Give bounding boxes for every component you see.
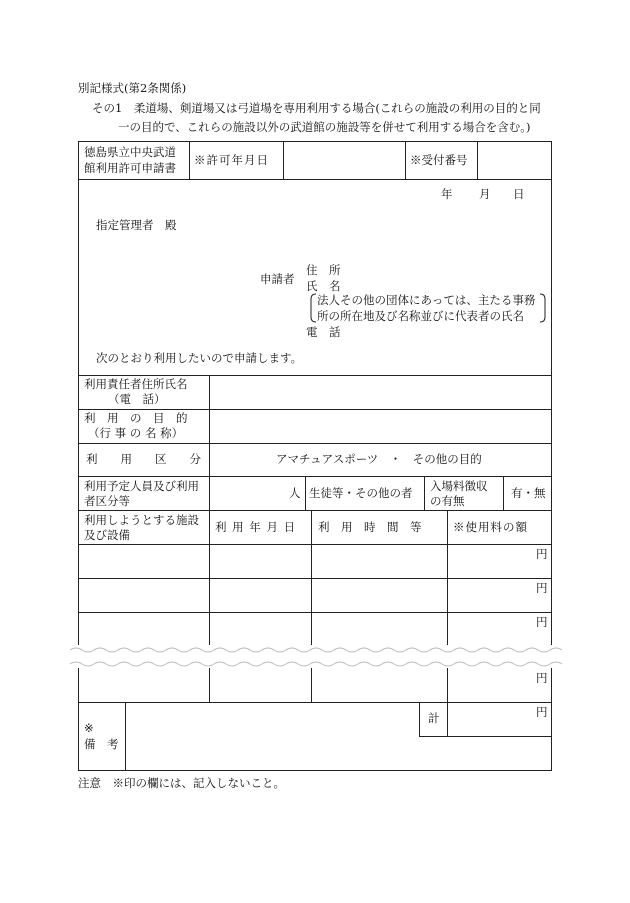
table-row[interactable] [79, 669, 550, 701]
category-options[interactable]: アマチュアスポーツ ・ その他の目的 [276, 452, 482, 466]
use-date-header: 利 用 年 月 日 [215, 520, 297, 534]
corp-note-line2: 所の所在地及び名称並びに代表者の氏名 [317, 309, 524, 323]
student-other-label: 生徒等・その他の者 [309, 486, 413, 500]
date-year-label: 年 [441, 187, 453, 201]
category-label: 利 用 区 分 [86, 452, 201, 466]
applicant-label: 申請者 [260, 272, 295, 286]
table-break-wave [70, 645, 562, 669]
remarks-label: 備 考 [84, 737, 119, 751]
table-row[interactable] [79, 579, 550, 611]
purpose-label-line2: （行 事 の 名 称） [88, 426, 184, 440]
responsible-field[interactable] [210, 376, 550, 408]
date-day-label: 日 [513, 187, 525, 201]
addressee: 指定管理者 殿 [96, 218, 177, 232]
yen-unit: 円 [536, 615, 548, 629]
headcount-label-line1: 利用予定人員及び利用 [84, 479, 199, 493]
person-unit: 人 [289, 486, 301, 500]
form-subtitle-line2: 一の目的で、これらの施設以外の武道館の施設等を併せて利用する場合を含む。) [118, 120, 531, 134]
form-subtitle-line1: その1 柔道場、剣道場又は弓道場を専用利用する場合(これらの施設の利用の目的と同 [92, 101, 541, 115]
footer-note: 注意 ※印の欄には、記入しないこと。 [78, 776, 285, 790]
address-label: 住 所 [306, 263, 341, 277]
use-time-header: 利 用 時 間 等 [318, 520, 422, 534]
form-title-line2: 館利用許可申請書 [84, 161, 176, 175]
purpose-field[interactable] [210, 410, 550, 442]
name-label: 氏 名 [306, 279, 341, 293]
headcount-label-line2: 者区分等 [84, 494, 130, 508]
facility-label-line2: 及び設備 [84, 528, 130, 542]
facility-label-line1: 利用しようとする施設 [84, 513, 199, 527]
corp-note-line1: 法人その他の団体にあっては、主たる事務 [317, 293, 536, 307]
fee-collection-label-line2: の有無 [430, 494, 465, 508]
permit-date-label: ※許可年月日 [194, 153, 269, 167]
permit-date-field [284, 142, 404, 178]
receipt-number-label: ※受付番号 [410, 153, 468, 167]
left-bracket-icon [309, 293, 317, 323]
receipt-number-field [478, 142, 550, 178]
purpose-label-line1: 利 用 の 目 的 [84, 411, 188, 425]
remarks-field[interactable] [126, 703, 418, 769]
table-row[interactable] [79, 613, 550, 645]
fee-collection-label-line1: 入場料徴収 [430, 479, 488, 493]
yen-unit: 円 [536, 581, 548, 595]
yen-unit: 円 [536, 547, 548, 561]
fee-amount-header: ※使用料の額 [453, 520, 528, 534]
request-text: 次のとおり利用したいので申請します。 [96, 351, 303, 365]
yen-unit: 円 [536, 671, 548, 685]
responsible-label-line2: （電 話） [108, 392, 166, 406]
form-label: 別記様式(第2条関係) [78, 81, 187, 95]
total-yen-unit: 円 [536, 705, 548, 719]
date-month-label: 月 [479, 187, 491, 201]
table-row[interactable] [79, 545, 550, 577]
yes-no-options[interactable]: 有・無 [511, 486, 546, 500]
right-bracket-icon [539, 293, 547, 323]
responsible-label-line1: 利用責任者住所氏名 [84, 377, 188, 391]
phone-label: 電 話 [306, 325, 341, 339]
total-label: 計 [428, 711, 440, 725]
form-title-line1: 徳島県立中央武道 [84, 145, 176, 159]
remarks-mark: ※ [84, 721, 94, 735]
